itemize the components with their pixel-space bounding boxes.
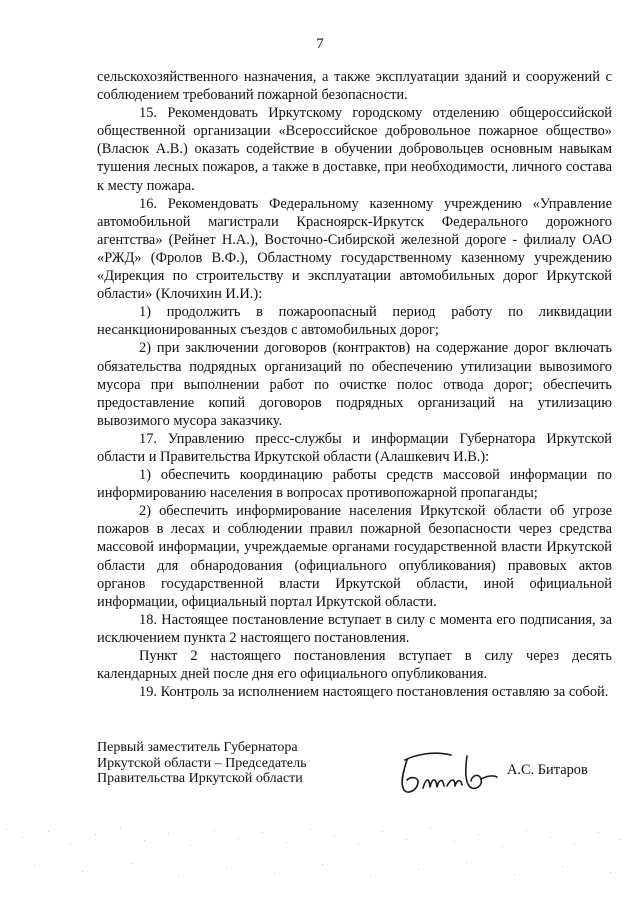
paragraph-16: 16. Рекомендовать Федеральному казенному учреждению «Управление автомобильной магистрали Красноярск-Иркутск Федерального дорожного агентства» (Рейнет Н.А.), Восточно-Сибирской железной дороге - филиалу ОАО «РЖД» (Фролов В.Ф.), Областному государственному казенному учреждению «Дирекция по строительству и эксплуатации автомобильных дорог Иркутской области» (Клочихин И.И.): bbox=[97, 195, 612, 303]
scan-artifacts bbox=[0, 825, 640, 905]
paragraph-17: 17. Управлению пресс-службы и информации Губернатора Иркутской области и Правительства Иркутской области (Алашкевич И.В.): bbox=[97, 430, 612, 465]
paragraph-14-continuation: сельскохозяйственного назначения, а также эксплуатации зданий и сооружений с соблюдением требований пожарной безопасности. bbox=[97, 69, 612, 104]
paragraph-16-item-1: 1) продолжить в пожароопасный период работу по ликвидации несанкционированных съездов с автомобильных дорог; bbox=[97, 304, 612, 339]
paragraph-18-clause: Пункт 2 настоящего постановления вступает в силу через десять календарных дней после дня его официального опубликования. bbox=[97, 648, 612, 683]
document-body bbox=[97, 68, 612, 701]
paragraph-19: 19. Контроль за исполнением настоящего постановления оставляю за собой. bbox=[139, 684, 609, 701]
signer-title-line: Правительства Иркутской области bbox=[97, 771, 303, 786]
page-number: 7 bbox=[316, 36, 324, 52]
paragraph-16-item-2: 2) при заключении договоров (контрактов) на содержание дорог включать обязательства подрядных организаций по обеспечению утилизации вывозимого мусора при выполнении работ по очистке полос отвода дорог; обеспечить предоставление копий договоров подрядных организаций на утилизацию вывозимого мусора заказчику. bbox=[97, 340, 612, 429]
signer-title-line: Иркутской области – Председатель bbox=[97, 755, 307, 771]
signer-name: А.С. Битаров bbox=[507, 762, 588, 778]
paragraph-18: 18. Настоящее постановление вступает в силу с момента его подписания, за исключением пункта 2 настоящего постановления. bbox=[97, 611, 612, 646]
signer-titles bbox=[97, 740, 306, 787]
paragraph-15: 15. Рекомендовать Иркутскому городскому отделению общероссийской общественной организации «Всероссийское добровольное пожарное общество» (Власюк А.В.) оказать содействие в обучении добровольцев основным навыкам тушения лесных пожаров, а также в доставке, при необходимости, личного состава к месту пожара. bbox=[97, 105, 612, 194]
paragraph-17-item-1: 1) обеспечить координацию работы средств массовой информации по информированию населения в вопросах противопожарной пропаганды; bbox=[97, 467, 612, 502]
signer-title-line: Первый заместитель Губернатора bbox=[97, 740, 298, 755]
handwritten-signature bbox=[395, 746, 505, 798]
signature-block bbox=[97, 740, 612, 800]
paragraph-17-item-2: 2) обеспечить информирование населения Иркутской области об угрозе пожаров в лесах и соблюдении правил пожарной безопасности через средства массовой информации, учреждаемые органами государственной власти Иркутской области для обнародования (официального опубликования) правовых актов органов государственной власти Иркутской области, иной официальной информации, официальный портал Иркутской области. bbox=[97, 503, 612, 610]
